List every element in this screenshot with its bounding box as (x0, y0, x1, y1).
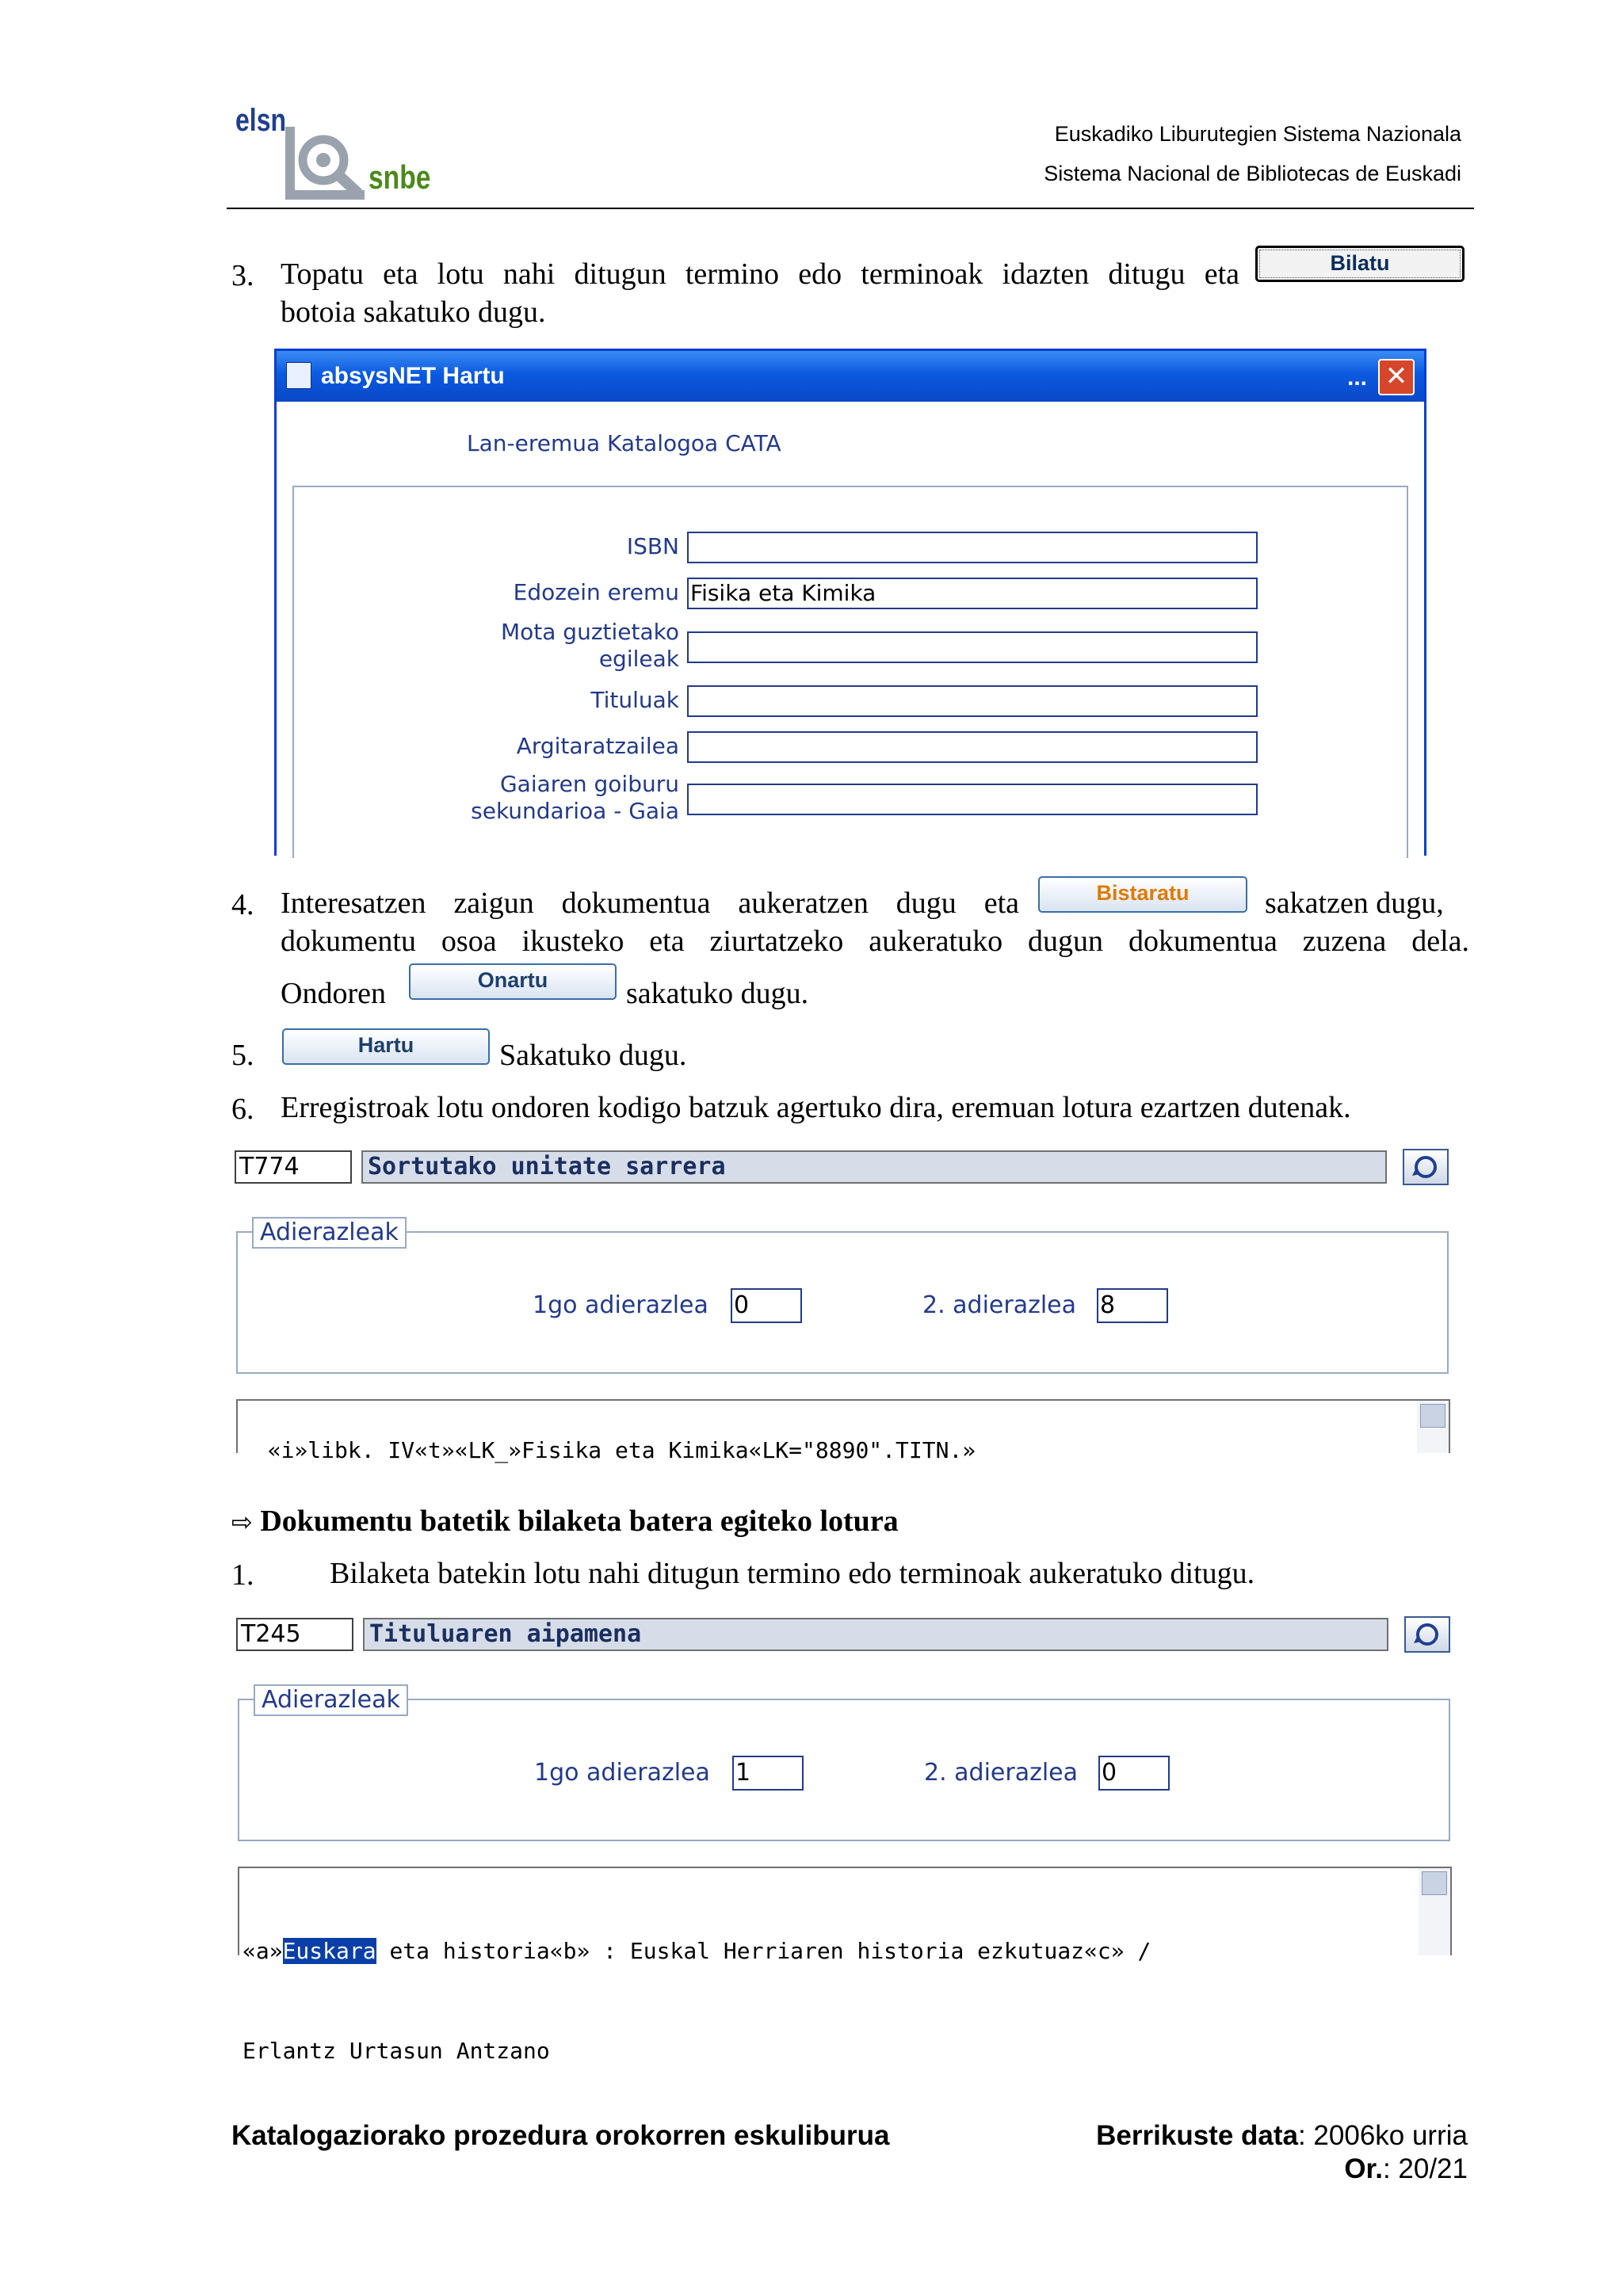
titles-input[interactable] (687, 685, 1258, 717)
indicator-2-input-2[interactable]: 0 (1098, 1756, 1170, 1791)
scrollbar-2[interactable] (1419, 1868, 1450, 1955)
indicator-2-label-2: 2. adierazlea (924, 1759, 1079, 1787)
subject-input[interactable] (687, 784, 1258, 815)
dialog-subtitle: Lan-eremua Katalogoa CATA (467, 430, 781, 456)
field-name-2: Tituluaren aipamena (363, 1618, 1388, 1651)
page-label: Or. (1344, 2153, 1383, 2184)
section-title: Dokumentu batetik bilaketa batera egiteko lotura (260, 1505, 899, 1538)
logo-text-elsn: elsn (235, 103, 287, 138)
dialog-titlebar (277, 351, 1424, 402)
indicators-fieldset (236, 1231, 1449, 1374)
indicators-fieldset-2 (238, 1699, 1450, 1841)
footer-revision (1096, 2120, 1468, 2152)
indicators-legend: Adierazleak (252, 1217, 407, 1249)
step-4-text-b: sakatzen dugu, (1265, 887, 1444, 920)
field-tag-input-2[interactable]: T245 (236, 1618, 353, 1651)
hartu-button[interactable]: Hartu (282, 1028, 490, 1065)
page-value: : 20/21 (1382, 2153, 1468, 2184)
search-form (292, 486, 1408, 858)
scroll-up-icon[interactable] (1420, 1404, 1445, 1428)
bilatu-button[interactable]: Bilatu (1255, 246, 1465, 282)
step-4-text-e: sakatuko dugu. (626, 977, 809, 1010)
scroll-up-icon[interactable] (1422, 1871, 1447, 1895)
header-line-1: Euskadiko Liburutegien Sistema Nazionala (1054, 122, 1461, 146)
authors-label-line1: Mota guztietako (500, 619, 679, 645)
refresh-icon (1406, 1618, 1449, 1651)
dialog-more[interactable]: ... (1346, 364, 1367, 391)
indicator-2-label: 2. adierazlea (922, 1291, 1077, 1319)
section-heading (231, 1502, 899, 1541)
absysnet-hartu-dialog (274, 349, 1426, 856)
content-selection: Euskara (282, 1938, 376, 1964)
step-6-text: Erregistroak lotu ondoren kodigo batzuk agertuko dira, eremuan lotura ezartzen dutenak. (281, 1091, 1351, 1124)
indicator-2-input[interactable]: 8 (1097, 1288, 1168, 1323)
authors-label (346, 619, 679, 673)
isbn-input[interactable] (687, 532, 1258, 563)
step-4-text: Interesatzen zaigun dokumentua aukeratzen dugu eta (281, 887, 1019, 920)
refresh-button-2[interactable] (1404, 1616, 1450, 1653)
subject-label-line1: Gaiaren goiburu (499, 771, 679, 797)
step-6-number: 6. (231, 1093, 254, 1126)
field-content-textarea[interactable] (236, 1399, 1450, 1463)
bistaratu-button[interactable]: Bistaratu (1038, 876, 1247, 913)
indicator-1-input-2[interactable]: 1 (732, 1756, 804, 1791)
publisher-input[interactable] (687, 731, 1258, 763)
refresh-icon (1404, 1150, 1447, 1184)
field-content-line-1 (242, 1935, 1450, 1968)
dialog-title: absysNET Hartu (321, 363, 505, 389)
elsn-snbe-logo (234, 103, 440, 206)
logo-text-snbe: snbe (369, 158, 431, 196)
onartu-button[interactable]: Onartu (409, 963, 617, 1000)
header-line-2: Sistema Nacional de Bibliotecas de Euskadi (1044, 162, 1461, 185)
magnifier-logo-icon (285, 120, 372, 200)
field-content: «i»libk. IV«t»«LK_»Fisika eta Kimika«LK="8890".TITN.» (267, 1437, 976, 1463)
section-item-number: 1. (231, 1558, 254, 1592)
arrow-icon: ⇨ (231, 1507, 253, 1537)
refresh-button[interactable] (1403, 1149, 1449, 1185)
step-4-text-d: Ondoren (281, 977, 386, 1010)
indicator-1-label-2: 1go adierazlea (534, 1759, 710, 1787)
field-content-line-2: Erlantz Urtasun Antzano (242, 2038, 550, 2064)
step-3-text: Topatu eta lotu nahi ditugun termino edo terminoak idazten ditugu eta (281, 257, 1239, 291)
header-divider (227, 208, 1474, 209)
authors-input[interactable] (687, 631, 1258, 663)
close-icon[interactable]: ✕ (1378, 359, 1415, 395)
footer-title: Katalogaziorako prozedura orokorren eskuliburua (231, 2120, 890, 2151)
content-rest: eta historia«b» : Euskal Herriaren historia ezkutuaz«c» / (376, 1938, 1151, 1964)
revision-label: Berrikuste data (1096, 2120, 1298, 2151)
authors-label-line2: egileak (598, 646, 679, 672)
indicators-legend-2: Adierazleak (254, 1684, 408, 1716)
publisher-label: Argitaratzailea (516, 733, 679, 759)
field-content-textarea-2[interactable] (238, 1867, 1452, 2064)
section-item-text: Bilaketa batekin lotu nahi ditugun termino edo terminoak aukeratuko ditugu. (330, 1557, 1255, 1590)
field-tag-input[interactable]: T774 (235, 1150, 352, 1184)
step-4-text-c: dokumentu osoa ikusteko eta ziurtatzeko aukeratuko dugun dokumentua zuzena dela. (281, 925, 1469, 958)
step-3-text-cont: botoia sakatuko dugu. (281, 296, 546, 329)
indicator-1-input[interactable]: 0 (731, 1288, 802, 1323)
step-4-number: 4. (231, 888, 254, 921)
content-prefix: «a» (242, 1938, 283, 1964)
footer-page (1344, 2153, 1468, 2185)
revision-value: : 2006ko urria (1297, 2120, 1468, 2151)
subject-label-line2: sekundarioa - Gaia (471, 798, 679, 824)
step-5-number: 5. (231, 1039, 254, 1072)
indicator-1-label: 1go adierazlea (533, 1291, 708, 1319)
any-field-label: Edozein eremu (513, 579, 679, 605)
field-name: Sortutako unitate sarrera (361, 1150, 1387, 1184)
titles-label: Tituluak (590, 687, 679, 713)
isbn-label: ISBN (626, 533, 679, 559)
step-5-text: Sakatuko dugu. (499, 1039, 687, 1072)
subject-label (346, 771, 679, 825)
window-icon (286, 362, 311, 389)
scrollbar[interactable] (1417, 1401, 1449, 1453)
step-3-number: 3. (231, 259, 254, 292)
any-field-input[interactable]: Fisika eta Kimika (687, 578, 1258, 609)
